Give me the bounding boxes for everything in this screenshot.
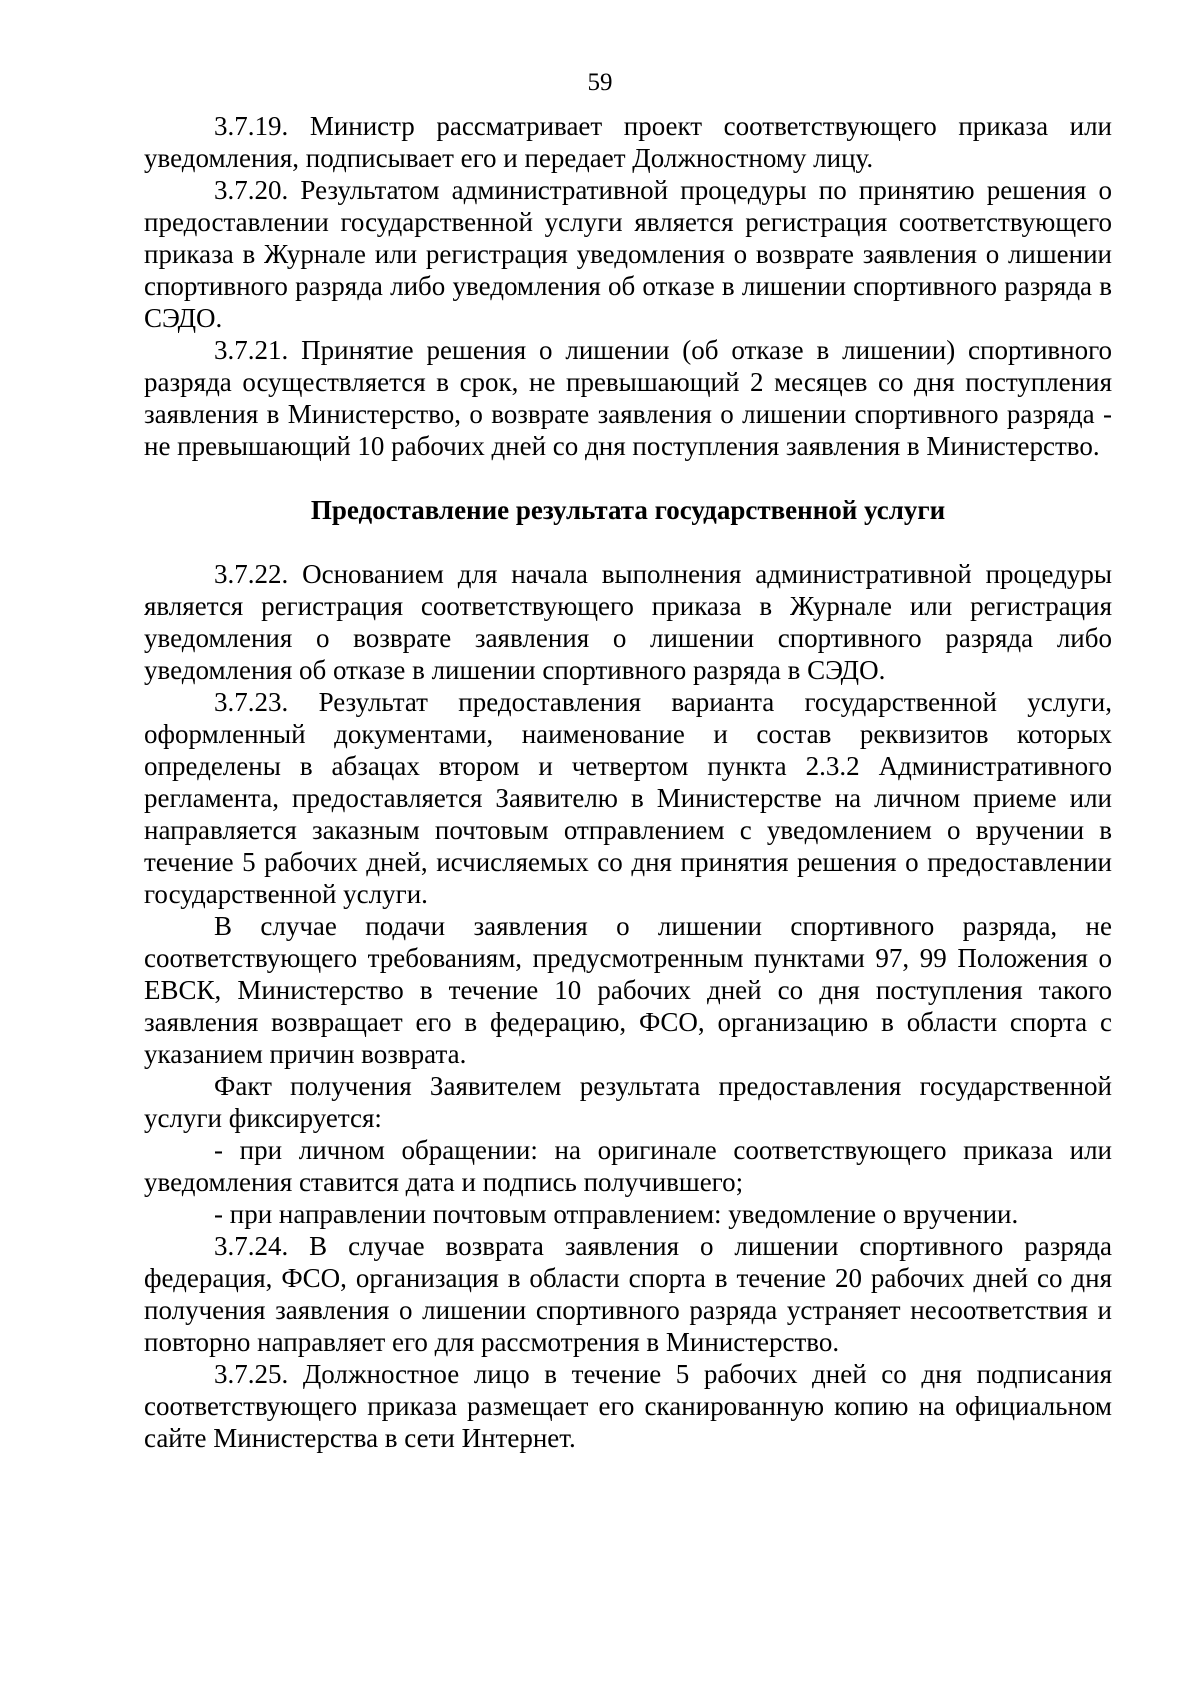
paragraph-3-7-22: 3.7.22. Основанием для начала выполнения административной процедуры является регистрация соответствующего приказа в Журнале или регистрация уведомления о возврате заявления о лишении спортивного разряда либо уведомления об отказе в лишении спортивного разряда в СЭДО. — [144, 559, 1112, 685]
paragraph-3-7-25: 3.7.25. Должностное лицо в течение 5 рабочих дней со дня подписания соответствующего приказа размещает его сканированную копию на официальном сайте Министерства в сети Интернет. — [144, 1359, 1112, 1453]
paragraph-3-7-23: 3.7.23. Результат предоставления варианта государственной услуги, оформленный документами, наименование и состав реквизитов которых определены в абзацах втором и четвертом пункта 2.3.2 Административного регламента, предоставляется Заявителю в Министерстве на личном приеме или направляется заказным почтовым отправлением с уведомлением о вручении в течение 5 рабочих дней, исчисляемых со дня принятия решения о предоставлении государственной услуги. — [144, 687, 1112, 909]
document-body — [144, 110, 1112, 1454]
paragraph-return-case: В случае подачи заявления о лишении спортивного разряда, не соответствующего требованиям, предусмотренным пунктами 97, 99 Положения о ЕВСК, Министерство в течение 10 рабочих дней со дня поступления такого заявления возвращает его в федерацию, ФСО, организацию в области спорта с указанием причин возврата. — [144, 911, 1112, 1069]
paragraph-3-7-24: 3.7.24. В случае возврата заявления о лишении спортивного разряда федерация, ФСО, организация в области спорта в течение 20 рабочих дней со дня получения заявления о лишении спортивного разряда устраняет несоответствия и повторно направляет его для рассмотрения в Министерство. — [144, 1231, 1112, 1357]
section-heading: Предоставление результата государственной услуги — [310, 495, 946, 525]
page-number: 59 — [587, 69, 613, 96]
list-item-postal: - при направлении почтовым отправлением: уведомление о вручении. — [214, 1199, 1019, 1229]
paragraph-3-7-21: 3.7.21. Принятие решения о лишении (об отказе в лишении) спортивного разряда осуществляется в срок, не превышающий 2 месяцев со дня поступления заявления в Министерство, о возврате заявления о лишении спортивного разряда - не превышающий 10 рабочих дней со дня поступления заявления в Министерство. — [144, 335, 1112, 461]
paragraph-3-7-20: 3.7.20. Результатом административной процедуры по принятию решения о предоставлении государственной услуги является регистрация соответствующего приказа в Журнале или регистрация уведомления о возврате заявления о лишении спортивного разряда либо уведомления об отказе в лишении спортивного разряда в СЭДО. — [144, 175, 1112, 333]
paragraph-receipt-fact: Факт получения Заявителем результата предоставления государственной услуги фиксируется: — [144, 1071, 1112, 1133]
list-item-personal-visit: - при личном обращении: на оригинале соответствующего приказа или уведомления ставится дата и подпись получившего; — [144, 1135, 1112, 1197]
paragraph-3-7-19: 3.7.19. Министр рассматривает проект соответствующего приказа или уведомления, подписывает его и передает Должностному лицу. — [144, 111, 1112, 173]
